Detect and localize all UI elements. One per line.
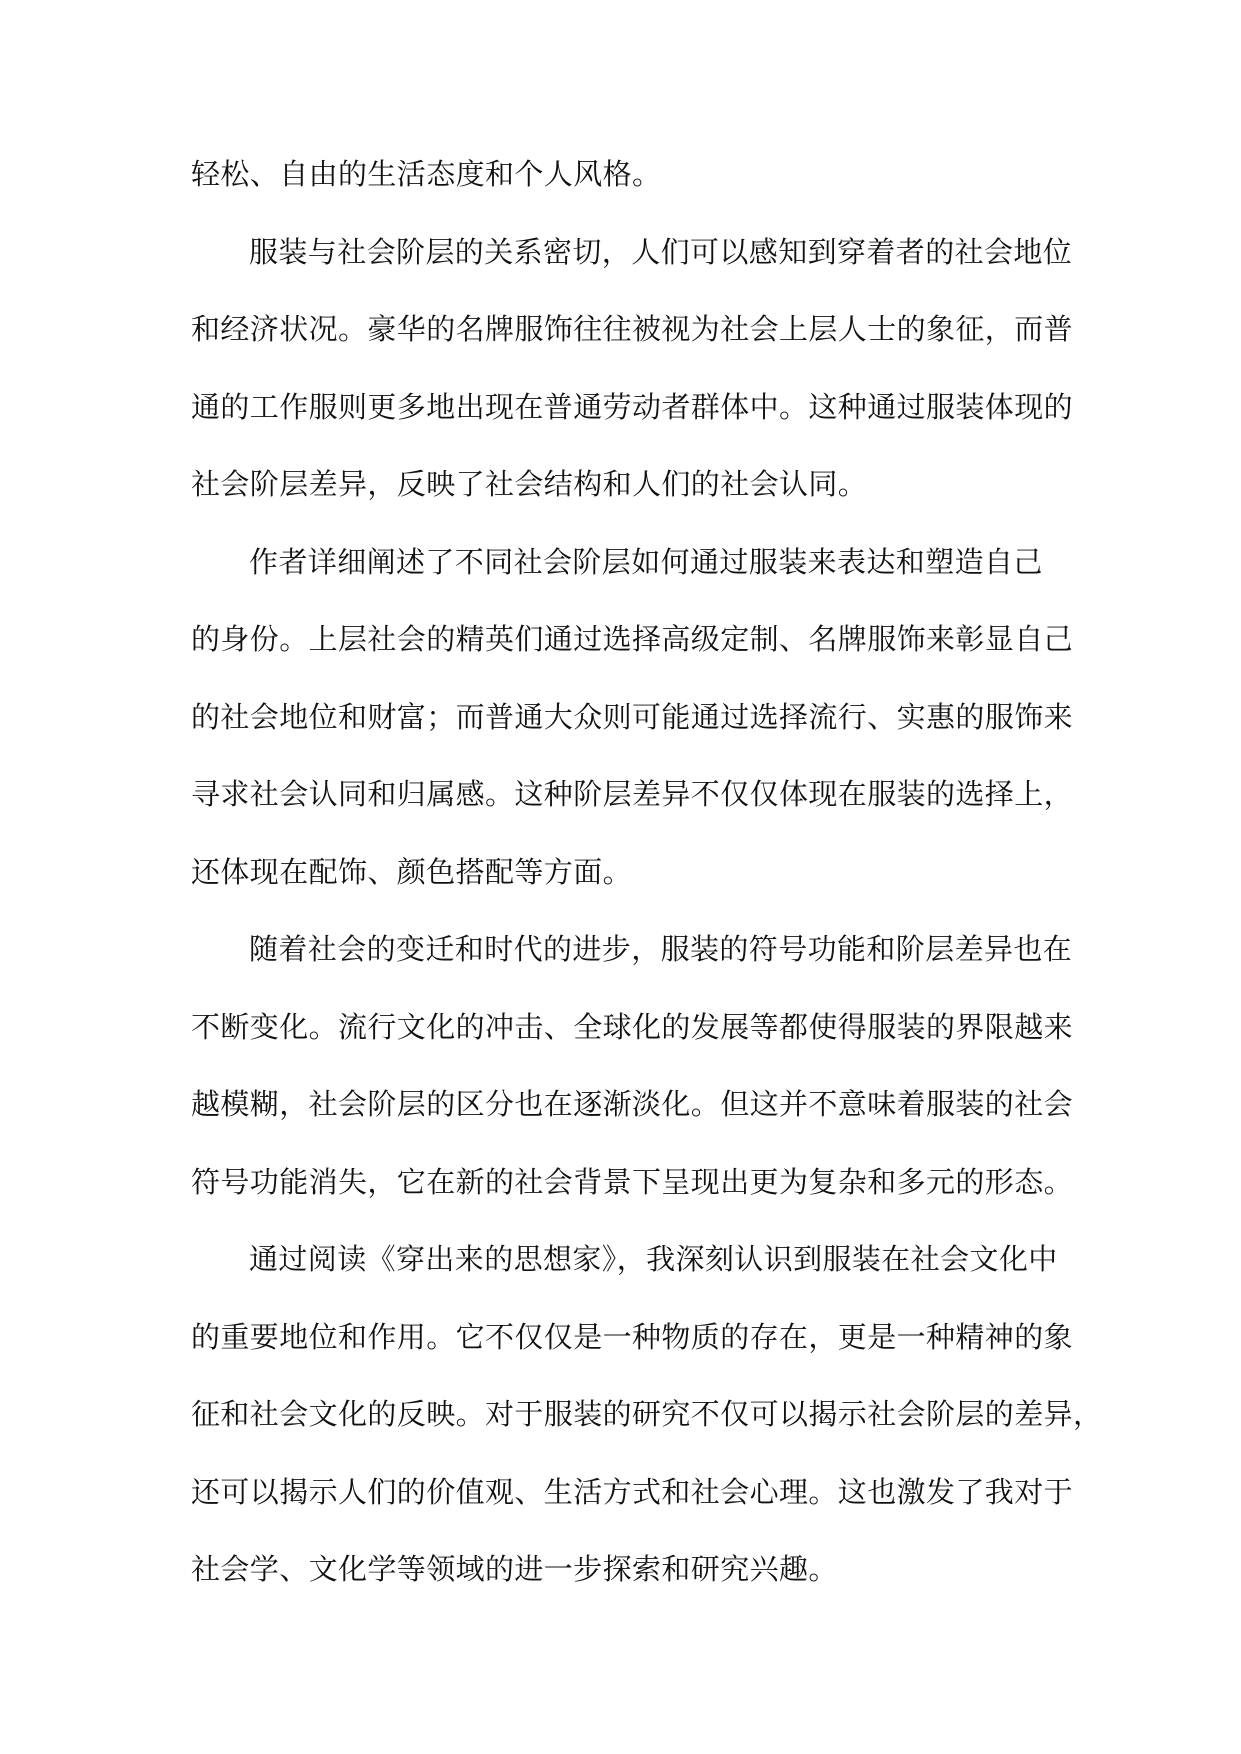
text-line: 轻松、自由的生活态度和个人风格。 [191, 157, 662, 191]
text-line: 征和社会文化的反映。对于服装的研究不仅可以揭示社会阶层的差异， [191, 1397, 1103, 1431]
text-line: 服装与社会阶层的关系密切，人们可以感知到穿着者的社会地位 [249, 234, 1073, 269]
text-line: 不断变化。流行文化的冲击、全球化的发展等都使得服装的界限越来 [191, 1009, 1074, 1044]
text-line: 越模糊，社会阶层的区分也在逐渐淡化。但这并不意味着服装的社会 [191, 1087, 1074, 1121]
text-line: 的社会地位和财富；而普通大众则可能通过选择流行、实惠的服饰来 [191, 699, 1074, 734]
text-line: 寻求社会认同和归属感。这种阶层差异不仅仅体现在服装的选择上， [191, 777, 1074, 811]
text-line: 作者详细阐述了不同社会阶层如何通过服装来表达和塑造自己 [249, 544, 1043, 579]
text-line: 社会学、文化学等领域的进一步探索和研究兴趣。 [191, 1552, 838, 1586]
text-line: 还可以揭示人们的价值观、生活方式和社会心理。这也激发了我对于 [191, 1474, 1074, 1509]
text-line: 还体现在配饰、颜色搭配等方面。 [191, 854, 633, 889]
text-line: 和经济状况。豪华的名牌服饰往往被视为社会上层人士的象征，而普 [191, 312, 1074, 346]
text-line: 通过阅读《穿出来的思想家》，我深刻认识到服装在社会文化中 [249, 1242, 1058, 1276]
text-line: 符号功能消失，它在新的社会背景下呈现出更为复杂和多元的形态。 [191, 1164, 1074, 1199]
text-line: 通的工作服则更多地出现在普通劳动者群体中。这种通过服装体现的 [191, 389, 1074, 424]
document-body [191, 136, 1103, 1609]
text-line: 的重要地位和作用。它不仅仅是一种物质的存在，更是一种精神的象 [191, 1319, 1074, 1354]
text-line: 随着社会的变迁和时代的进步，服装的符号功能和阶层差异也在 [249, 932, 1073, 966]
text-line: 社会阶层差异，反映了社会结构和人们的社会认同。 [191, 467, 868, 501]
text-line: 的身份。上层社会的精英们通过选择高级定制、名牌服饰来彰显自己 [191, 622, 1074, 656]
